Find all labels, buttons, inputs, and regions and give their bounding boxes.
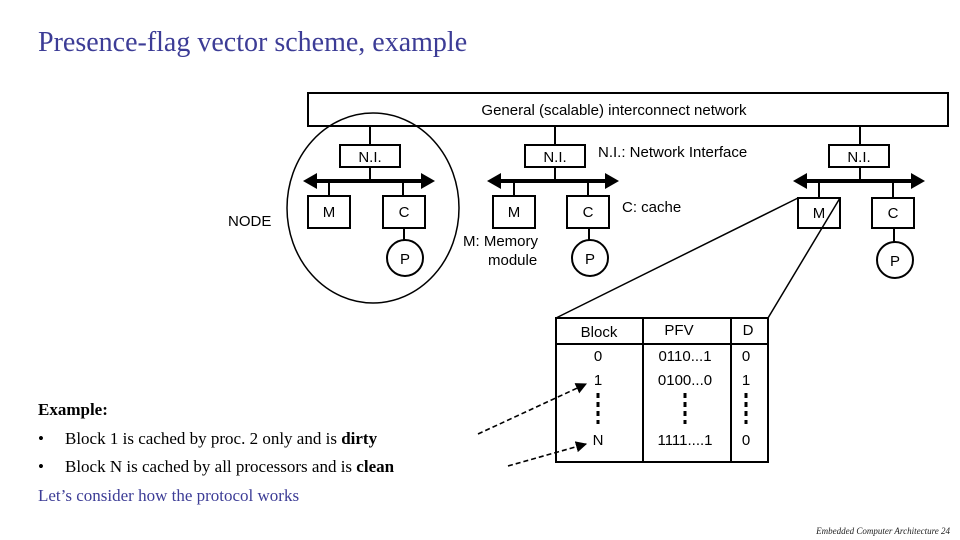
bullet-dot-icon: •	[38, 457, 44, 476]
node-1	[303, 126, 435, 276]
table-cell-block: 0	[593, 348, 603, 365]
cache-label: C	[582, 204, 594, 221]
slide-footer	[816, 526, 950, 536]
legend-memory-line-1: M: Memory	[463, 233, 538, 250]
table-cell-block: 1	[593, 372, 603, 389]
network-interface-label: N.I.	[847, 149, 871, 166]
table-cell-d: 0	[741, 348, 751, 365]
slide-title: Presence-flag vector scheme, example	[38, 27, 468, 58]
processor-label: P	[889, 253, 901, 270]
bullet-2-emphasis: clean	[356, 457, 395, 476]
network-interface-label: N.I.	[543, 149, 567, 166]
table-header-block: Block	[580, 324, 618, 341]
table-cell-pfv: 0110...1	[658, 348, 712, 365]
processor-label: P	[584, 251, 596, 268]
table-cell-d: 0	[741, 432, 751, 449]
legend-network-interface: N.I.: Network Interface	[598, 144, 748, 161]
network-interface-label: N.I.	[358, 149, 382, 166]
table-header-d: D	[742, 322, 754, 339]
table-cell-block: N	[592, 432, 604, 449]
cache-label: C	[398, 204, 410, 221]
table-header-pfv: PFV	[664, 322, 694, 339]
bullet-2-text: Block N is cached by all processors and is	[65, 457, 357, 476]
memory-module-label: M	[507, 204, 521, 221]
interconnect-network-label: General (scalable) interconnect network	[481, 102, 747, 119]
memory-module-label: M	[322, 204, 336, 221]
node-3	[793, 126, 925, 278]
bullet-1-text: Block 1 is cached by proc. 2 only and is	[65, 428, 342, 448]
footer-text: Embedded Computer Architecture	[816, 526, 939, 536]
example-bullet-1	[38, 425, 394, 454]
directory-table	[556, 318, 768, 462]
example-text	[38, 396, 394, 510]
bullet-dot-icon: •	[38, 428, 44, 448]
example-closing: Let’s consider how the protocol works	[38, 485, 300, 505]
page-number: 24	[941, 526, 950, 536]
example-heading: Example:	[38, 400, 108, 419]
legend-memory-line-2: module	[488, 252, 538, 269]
table-cell-pfv: 1111....1	[657, 432, 713, 449]
example-bullet-2	[38, 453, 394, 482]
cache-label: C	[887, 205, 899, 222]
processor-label: P	[399, 251, 411, 268]
node-label: NODE	[228, 213, 272, 230]
table-cell-d: 1	[741, 372, 751, 389]
memory-module-label: M	[812, 205, 826, 222]
legend-cache: C: cache	[622, 199, 682, 216]
table-cell-pfv: 0100...0	[657, 372, 713, 389]
bullet-1-emphasis: dirty	[341, 428, 378, 448]
